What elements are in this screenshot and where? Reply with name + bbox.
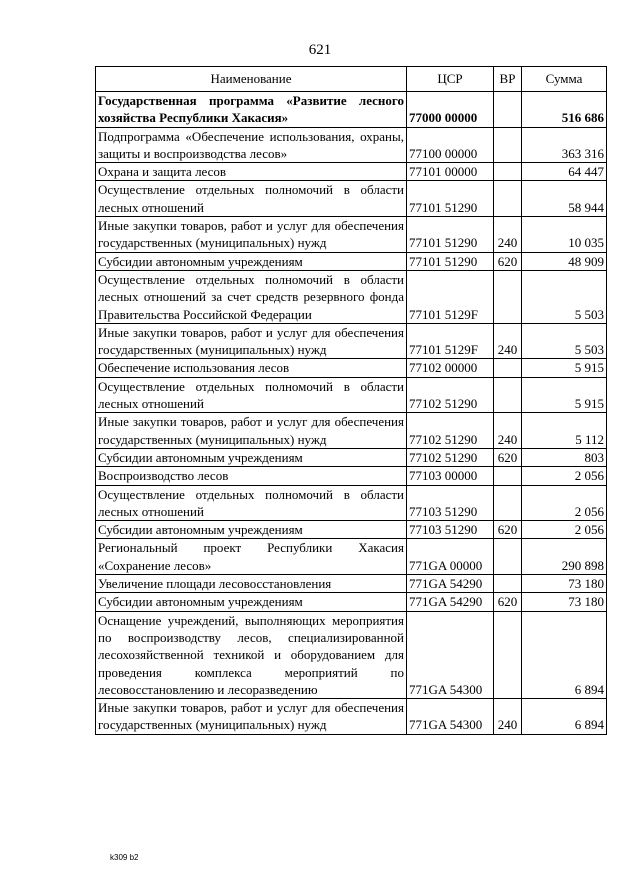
cell-name: Осуществление отдельных полномочий в области лесных отношений за счет средств резервного фонда Правительства Российской Федерации [96, 270, 407, 323]
cell-vr [494, 92, 522, 128]
cell-name: Субсидии автономным учреждениям [96, 593, 407, 611]
table-row [96, 127, 607, 163]
budget-table [95, 66, 607, 735]
cell-csr: 771GA 54290 [407, 575, 494, 593]
table-row [96, 377, 607, 413]
cell-csr: 77102 51290 [407, 377, 494, 413]
cell-vr: 240 [494, 699, 522, 735]
table-header-row [96, 67, 607, 92]
cell-csr: 77101 5129F [407, 270, 494, 323]
header-vr: ВР [494, 67, 522, 92]
cell-csr: 771GA 54300 [407, 699, 494, 735]
header-name: Наименование [96, 67, 407, 92]
cell-sum: 5 503 [522, 270, 607, 323]
table-body [96, 92, 607, 735]
cell-sum: 64 447 [522, 163, 607, 181]
cell-sum: 6 894 [522, 611, 607, 698]
table-row [96, 467, 607, 485]
cell-sum: 2 056 [522, 521, 607, 539]
footer-code: k309 b2 [110, 853, 139, 862]
cell-csr: 771GA 54290 [407, 593, 494, 611]
cell-vr: 240 [494, 217, 522, 253]
cell-name: Осуществление отдельных полномочий в области лесных отношений [96, 485, 407, 521]
cell-csr: 771GA 54300 [407, 611, 494, 698]
cell-sum: 5 915 [522, 359, 607, 377]
cell-csr: 77102 51290 [407, 413, 494, 449]
table-row [96, 181, 607, 217]
cell-vr [494, 377, 522, 413]
cell-csr: 77101 5129F [407, 323, 494, 359]
cell-vr: 620 [494, 521, 522, 539]
cell-sum: 73 180 [522, 593, 607, 611]
table-row [96, 699, 607, 735]
table-row [96, 448, 607, 466]
cell-name: Оснащение учреждений, выполняющих мероприятия по воспроизводству лесов, специализированной лесохозяйственной техникой и оборудованием для проведения комплекса мероприятий по лесовосстановлению и лесоразведению [96, 611, 407, 698]
cell-sum: 363 316 [522, 127, 607, 163]
cell-csr: 77103 51290 [407, 521, 494, 539]
cell-sum: 5 503 [522, 323, 607, 359]
table-row [96, 92, 607, 128]
cell-name: Иные закупки товаров, работ и услуг для обеспечения государственных (муниципальных) нужд [96, 413, 407, 449]
cell-vr: 620 [494, 593, 522, 611]
table-row [96, 270, 607, 323]
cell-vr [494, 467, 522, 485]
cell-sum: 58 944 [522, 181, 607, 217]
cell-name: Осуществление отдельных полномочий в области лесных отношений [96, 181, 407, 217]
cell-vr: 240 [494, 413, 522, 449]
cell-vr [494, 575, 522, 593]
cell-vr: 620 [494, 252, 522, 270]
cell-name: Иные закупки товаров, работ и услуг для обеспечения государственных (муниципальных) нужд [96, 699, 407, 735]
cell-name: Воспроизводство лесов [96, 467, 407, 485]
header-sum: Сумма [522, 67, 607, 92]
table-row [96, 252, 607, 270]
cell-name: Охрана и защита лесов [96, 163, 407, 181]
cell-sum: 5 915 [522, 377, 607, 413]
cell-sum: 516 686 [522, 92, 607, 128]
cell-sum: 2 056 [522, 485, 607, 521]
cell-name: Осуществление отдельных полномочий в области лесных отношений [96, 377, 407, 413]
table-row [96, 359, 607, 377]
table-row [96, 593, 607, 611]
table-row [96, 323, 607, 359]
cell-csr: 77101 00000 [407, 163, 494, 181]
cell-sum: 10 035 [522, 217, 607, 253]
cell-name: Региональный проект Республики Хакасия «Сохранение лесов» [96, 539, 407, 575]
cell-name: Государственная программа «Развитие лесного хозяйства Республики Хакасия» [96, 92, 407, 128]
cell-name: Субсидии автономным учреждениям [96, 252, 407, 270]
cell-name: Увеличение площади лесовосстановления [96, 575, 407, 593]
cell-sum: 803 [522, 448, 607, 466]
cell-vr [494, 181, 522, 217]
cell-sum: 73 180 [522, 575, 607, 593]
cell-csr: 77101 51290 [407, 181, 494, 217]
cell-csr: 77102 51290 [407, 448, 494, 466]
cell-vr: 620 [494, 448, 522, 466]
cell-name: Субсидии автономным учреждениям [96, 448, 407, 466]
cell-vr [494, 163, 522, 181]
table-row [96, 485, 607, 521]
cell-csr: 77103 00000 [407, 467, 494, 485]
cell-name: Иные закупки товаров, работ и услуг для обеспечения государственных (муниципальных) нужд [96, 217, 407, 253]
table-row [96, 611, 607, 698]
cell-vr [494, 127, 522, 163]
table-row [96, 163, 607, 181]
cell-vr [494, 485, 522, 521]
table-row [96, 539, 607, 575]
cell-sum: 48 909 [522, 252, 607, 270]
cell-csr: 77101 51290 [407, 217, 494, 253]
cell-csr: 77101 51290 [407, 252, 494, 270]
cell-vr [494, 611, 522, 698]
table-row [96, 217, 607, 253]
cell-sum: 290 898 [522, 539, 607, 575]
table-row [96, 413, 607, 449]
cell-csr: 771GA 00000 [407, 539, 494, 575]
page-number: 621 [308, 42, 332, 58]
cell-vr [494, 359, 522, 377]
cell-name: Подпрограмма «Обеспечение использования, охраны, защиты и воспроизводства лесов» [96, 127, 407, 163]
cell-csr: 77100 00000 [407, 127, 494, 163]
cell-vr [494, 539, 522, 575]
cell-csr: 77000 00000 [407, 92, 494, 128]
cell-sum: 2 056 [522, 467, 607, 485]
cell-vr: 240 [494, 323, 522, 359]
cell-vr [494, 270, 522, 323]
cell-csr: 77103 51290 [407, 485, 494, 521]
cell-name: Субсидии автономным учреждениям [96, 521, 407, 539]
table-row [96, 575, 607, 593]
cell-sum: 6 894 [522, 699, 607, 735]
cell-sum: 5 112 [522, 413, 607, 449]
header-csr: ЦСР [407, 67, 494, 92]
cell-name: Обеспечение использования лесов [96, 359, 407, 377]
cell-csr: 77102 00000 [407, 359, 494, 377]
cell-name: Иные закупки товаров, работ и услуг для обеспечения государственных (муниципальных) нужд [96, 323, 407, 359]
table-row [96, 521, 607, 539]
